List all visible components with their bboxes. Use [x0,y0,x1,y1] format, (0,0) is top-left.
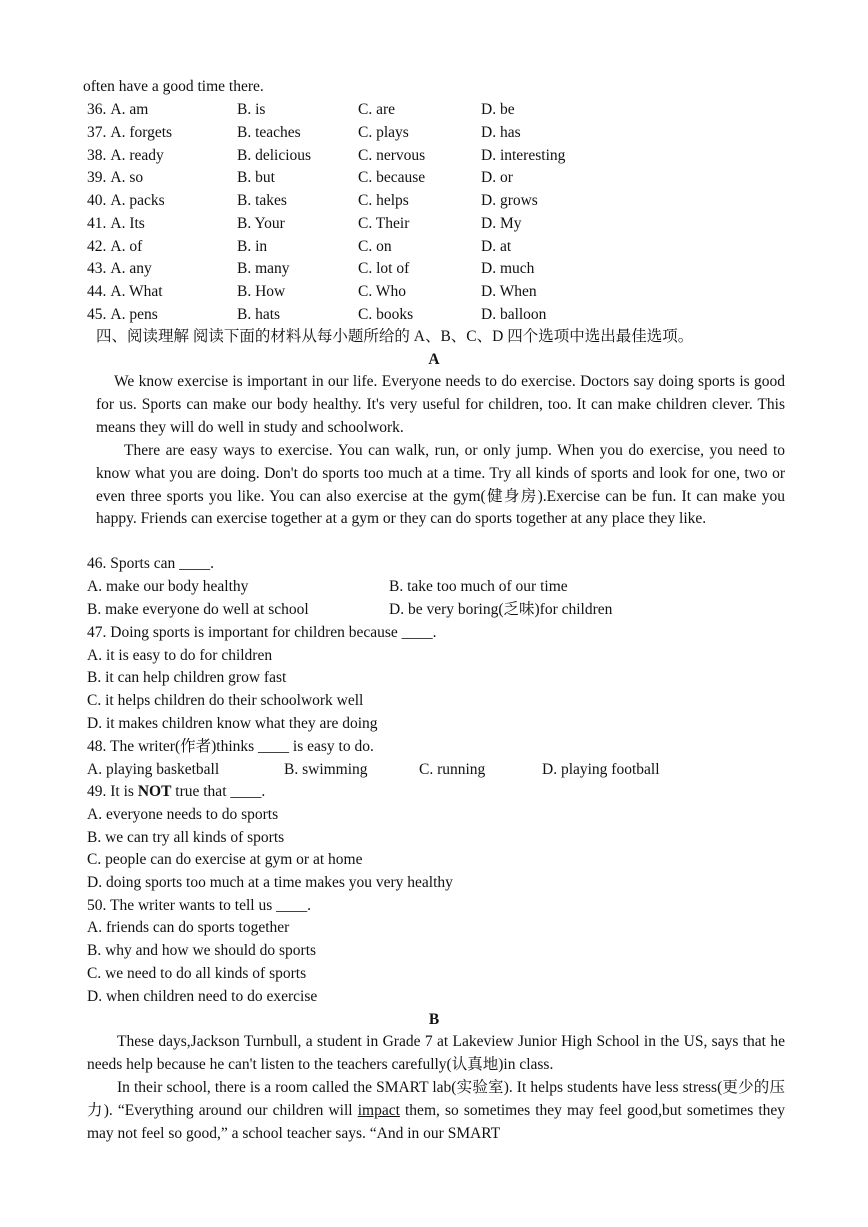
option-c[interactable]: C. lot of [358,260,410,278]
question-number: 37. [87,123,107,141]
cloze-option[interactable] [87,258,152,280]
option-c[interactable]: C. Their [358,214,410,232]
option-c[interactable]: C. helps [358,192,409,209]
passage-b-paragraph-1: These days,Jackson Turnbull, a student in Grade 7 at Lakeview Junior High School in the US, says that he needs help because he can't listen to the teachers carefully(认真地)in class. [87,1033,785,1073]
option[interactable]: C. we need to do all kinds of sports [87,965,307,982]
option-c[interactable]: C. nervous [358,146,426,164]
option[interactable]: B. make everyone do well at school [87,601,309,618]
option-c[interactable]: C. plays [358,123,409,141]
option-d[interactable]: D. much [481,260,535,278]
question-46: 46. Sports can ____. [87,555,215,572]
option-a[interactable]: A. packs [110,192,165,209]
cloze-option[interactable] [87,99,148,121]
option-a[interactable]: A. Its [110,214,145,232]
option[interactable]: D. doing sports too much at a time makes you very healthy [87,874,453,891]
cloze-option[interactable] [87,281,163,303]
cloze-row [87,145,787,167]
cloze-option[interactable] [87,190,165,212]
option[interactable]: A. friends can do sports together [87,919,290,936]
question-50: 50. The writer wants to tell us ____. [87,897,312,914]
option-b[interactable]: B. many [237,260,290,278]
option-b[interactable]: B. Your [237,214,285,232]
option-d[interactable]: D. be [481,101,515,118]
question-number: 36. [87,101,107,118]
option-d[interactable]: D. at [481,237,512,255]
option-d[interactable]: D. interesting [481,146,566,164]
option[interactable]: C. running [419,761,486,778]
option-b[interactable]: B. in [237,237,268,255]
question-49: 49. It is NOT true that ____. [87,783,266,800]
option-c[interactable]: C. on [358,237,392,255]
option-a[interactable]: A. What [110,283,163,300]
option[interactable]: D. it makes children know what they are doing [87,715,378,732]
question-number: 43. [87,260,107,278]
question-48-options [87,759,807,781]
option[interactable]: D. when children need to do exercise [87,988,318,1005]
option-a[interactable]: A. am [110,101,149,118]
option-b[interactable]: B. delicious [237,146,312,164]
section-heading: 四、阅读理解 阅读下面的材料从每小题所给的 A、B、C、D 四个选项中选出最佳选项。 [96,328,694,345]
option-d[interactable]: D. or [481,169,513,187]
option-c[interactable]: C. because [358,169,426,187]
question-number: 42. [87,237,107,255]
option-b[interactable]: B. takes [237,192,287,209]
option-b[interactable]: B. is [237,101,266,118]
option[interactable]: D. playing football [542,761,660,778]
option-d[interactable]: D. balloon [481,305,547,323]
option[interactable]: B. it can help children grow fast [87,669,287,686]
option[interactable]: B. swimming [284,761,368,778]
option-b[interactable]: B. How [237,283,286,300]
cloze-row [87,213,787,235]
question-number: 38. [87,146,107,164]
option-d[interactable]: D. has [481,123,521,141]
intro-tail: often have a good time there. [83,78,264,95]
cloze-row [87,122,787,144]
passage-b-paragraph-2: In their school, there is a room called the SMART lab(实验室). It helps students have less stress(更少的压力). “Everything around our children will impact them, so sometimes they may feel good,but sometimes they may not feel so good,” a school teacher says. “And in our SMART [87,1079,786,1142]
option[interactable]: C. people can do exercise at gym or at home [87,851,363,868]
option-c[interactable]: C. books [358,305,414,323]
option-b[interactable]: B. teaches [237,123,301,141]
cloze-row [87,99,787,121]
cloze-option[interactable] [87,145,164,167]
option[interactable]: D. be very boring(乏味)for children [389,601,613,618]
option-d[interactable]: D. When [481,283,537,300]
option[interactable]: B. why and how we should do sports [87,942,317,959]
cloze-option[interactable] [87,236,142,258]
option-b[interactable]: B. but [237,169,275,187]
option[interactable]: C. it helps children do their schoolwork well [87,692,364,709]
cloze-row [87,190,787,212]
cloze-option[interactable] [87,304,158,326]
option-c[interactable]: C. are [358,101,396,118]
cloze-row [87,236,787,258]
option[interactable]: B. we can try all kinds of sports [87,829,285,846]
option-b[interactable]: B. hats [237,305,281,323]
passage-a-paragraph-2: There are easy ways to exercise. You can walk, run, or only jump. When you do exercise, you need to know what you are doing. Don't do sports too much at a time. Try all kinds of sports and look for one, two or even three sports you like. You can also exercise at the gym(健身房).Exercise can be fun. It can make you happy. Friends can exercise together at a gym or they can do sports together at any place they like. [96,442,785,528]
underlined-word: impact [357,1101,400,1119]
cloze-option[interactable] [87,167,143,189]
cloze-row [87,258,787,280]
option-a[interactable]: A. pens [110,305,158,323]
option-a[interactable]: A. so [110,169,144,187]
option-a[interactable]: A. of [110,237,143,255]
passage-b-label: B [428,1011,440,1028]
option[interactable]: A. it is easy to do for children [87,647,273,664]
question-number: 44. [87,283,107,300]
question-number: 41. [87,214,107,232]
passage-a-label: A [428,351,440,368]
option-d[interactable]: D. grows [481,192,538,209]
option-d[interactable]: D. My [481,214,522,232]
question-46-options-row-1 [87,576,807,598]
option[interactable]: A. make our body healthy [87,578,249,595]
cloze-option[interactable] [87,122,172,144]
cloze-row [87,281,787,303]
cloze-row [87,304,787,326]
cloze-row [87,167,787,189]
option-a[interactable]: A. any [110,260,152,278]
option-a[interactable]: A. ready [110,146,164,164]
question-number: 39. [87,169,107,187]
option[interactable]: B. take too much of our time [389,578,568,595]
option-a[interactable]: A. forgets [110,123,173,141]
option-c[interactable]: C. Who [358,283,406,300]
question-number: 45. [87,305,107,323]
option[interactable]: A. playing basketball [87,761,220,778]
question-47: 47. Doing sports is important for children because ____. [87,624,437,641]
question-48: 48. The writer(作者)thinks ____ is easy to do. [87,738,374,755]
option[interactable]: A. everyone needs to do sports [87,806,279,823]
passage-a-paragraph-1: We know exercise is important in our life. Everyone needs to do exercise. Doctors say doing sports is good for us. Sports can make our body healthy. It's very useful for children, too. It can make children clever. This means they will do well in study and schoolwork. [96,373,785,436]
question-46-options-row-2 [87,599,807,621]
cloze-option[interactable] [87,213,145,235]
question-number: 40. [87,192,107,209]
